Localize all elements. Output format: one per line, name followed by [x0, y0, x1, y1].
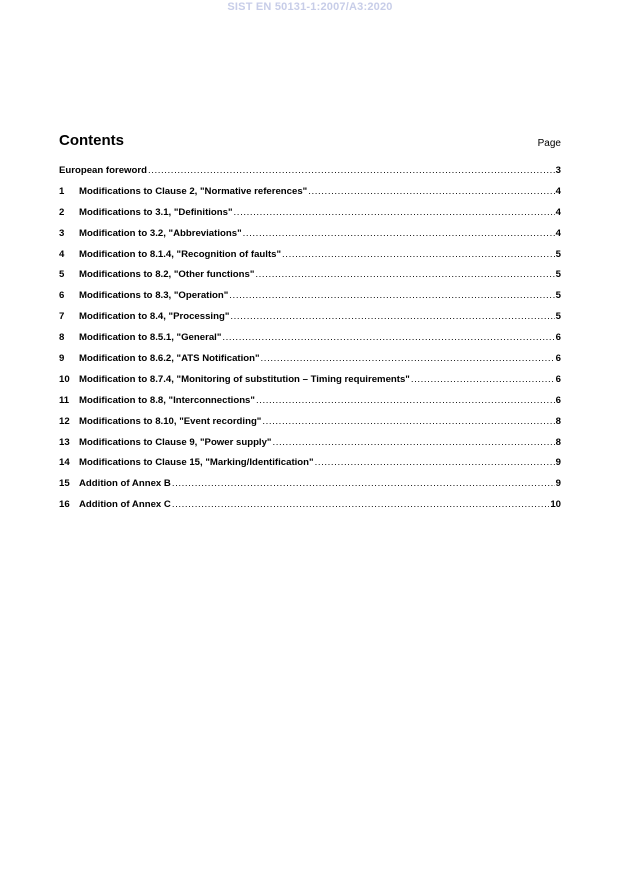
toc-entry-6[interactable]	[59, 289, 561, 310]
toc-entry-2[interactable]	[59, 206, 561, 227]
contents-title: Contents	[59, 132, 124, 149]
toc-entry-number: 10	[59, 373, 70, 385]
toc-leader-dots	[230, 310, 554, 324]
toc-entry-title: Modifications to 8.10, "Event recording"	[79, 415, 262, 427]
toc-entry-5[interactable]	[59, 268, 561, 289]
toc-entry-11[interactable]	[59, 394, 561, 415]
toc-entry-title: Modifications to Clause 15, "Marking/Identification"	[79, 457, 314, 469]
toc-entry-page: 5	[555, 290, 561, 302]
toc-entry-title: Addition of Annex B	[79, 478, 171, 490]
toc-leader-dots	[411, 373, 555, 387]
toc-entry-8[interactable]	[59, 331, 561, 352]
toc-entry-number: 8	[59, 332, 65, 344]
toc-entry-page: 5	[555, 311, 561, 323]
contents-header	[59, 131, 561, 153]
toc-leader-dots	[282, 248, 555, 262]
table-of-contents	[59, 164, 561, 519]
toc-entry-3[interactable]	[59, 227, 561, 248]
toc-entry-title: Modification to 8.8, "Interconnections"	[79, 394, 255, 406]
toc-entry-number: 2	[59, 206, 65, 218]
toc-leader-dots	[243, 227, 555, 241]
toc-entry-title: Modifications to Clause 9, "Power supply"	[79, 436, 272, 448]
toc-entry-title: Modifications to 3.1, "Definitions"	[79, 206, 233, 218]
toc-entry-number: 7	[59, 311, 65, 323]
toc-leader-dots	[262, 415, 554, 429]
toc-entry-page: 10	[550, 499, 561, 511]
toc-entry-4[interactable]	[59, 248, 561, 269]
toc-entry-number: 12	[59, 415, 70, 427]
toc-leader-dots	[308, 185, 554, 199]
toc-leader-dots	[222, 331, 554, 345]
toc-leader-dots	[172, 477, 555, 491]
toc-leader-dots	[234, 206, 555, 220]
toc-entry-7[interactable]	[59, 310, 561, 331]
toc-entry-13[interactable]	[59, 436, 561, 457]
toc-entry-number: 1	[59, 185, 65, 197]
toc-entry-page: 5	[555, 248, 561, 260]
toc-entry-page: 9	[555, 478, 561, 490]
toc-entry-number: 9	[59, 353, 65, 365]
toc-entry-page: 5	[555, 269, 561, 281]
toc-entry-number: 4	[59, 248, 65, 260]
toc-entry-title: Modifications to 8.2, "Other functions"	[79, 269, 255, 281]
toc-entry-page: 8	[555, 415, 561, 427]
toc-entry-page: 6	[555, 353, 561, 365]
toc-leader-dots	[261, 352, 555, 366]
toc-entry-page: 6	[555, 373, 561, 385]
toc-leader-dots	[172, 498, 549, 512]
toc-leader-dots	[255, 268, 554, 282]
toc-entry-title: Modification to 8.5.1, "General"	[79, 332, 222, 344]
toc-leader-dots	[315, 456, 555, 470]
toc-entry-title: European foreword	[59, 165, 147, 176]
toc-entry-page: 4	[555, 206, 561, 218]
toc-entry-title: Modifications to Clause 2, "Normative references"	[79, 185, 308, 197]
toc-entry-number: 14	[59, 457, 70, 469]
toc-entry-page: 9	[555, 457, 561, 469]
page-column-label: Page	[537, 138, 561, 149]
toc-entry-title: Modifications to 8.3, "Operation"	[79, 290, 229, 302]
toc-leader-dots	[272, 436, 554, 450]
toc-entry-number: 13	[59, 436, 70, 448]
toc-entry-12[interactable]	[59, 415, 561, 436]
toc-entry-page: 4	[555, 185, 561, 197]
toc-entry-number: 15	[59, 478, 70, 490]
toc-entry-number: 6	[59, 290, 65, 302]
toc-entry-title: Modification to 8.7.4, "Monitoring of substitution – Timing requirements"	[79, 373, 410, 385]
toc-entry-foreword[interactable]	[59, 164, 561, 185]
toc-entry-15[interactable]	[59, 477, 561, 498]
toc-entry-title: Modification to 8.6.2, "ATS Notification"	[79, 353, 260, 365]
toc-entry-page: 4	[555, 227, 561, 239]
toc-leader-dots	[229, 289, 554, 303]
toc-entry-number: 11	[59, 394, 70, 406]
toc-entry-number: 16	[59, 499, 70, 511]
toc-leader-dots	[256, 394, 555, 408]
toc-entry-title: Addition of Annex C	[79, 499, 171, 511]
toc-entry-number: 3	[59, 227, 65, 239]
toc-entry-16[interactable]	[59, 498, 561, 519]
toc-entry-title: Modification to 8.1.4, "Recognition of faults"	[79, 248, 282, 260]
toc-leader-dots	[148, 164, 555, 178]
toc-entry-number: 5	[59, 269, 65, 281]
toc-entry-page: 3	[555, 165, 561, 176]
toc-entry-14[interactable]	[59, 456, 561, 477]
toc-entry-page: 6	[555, 394, 561, 406]
toc-entry-9[interactable]	[59, 352, 561, 373]
toc-entry-1[interactable]	[59, 185, 561, 206]
toc-entry-10[interactable]	[59, 373, 561, 394]
toc-entry-title: Modification to 3.2, "Abbreviations"	[79, 227, 242, 239]
document-watermark: SIST EN 50131-1:2007/A3:2020	[227, 1, 393, 13]
toc-entry-title: Modification to 8.4, "Processing"	[79, 311, 230, 323]
toc-entry-page: 6	[555, 332, 561, 344]
toc-entry-page: 8	[555, 436, 561, 448]
